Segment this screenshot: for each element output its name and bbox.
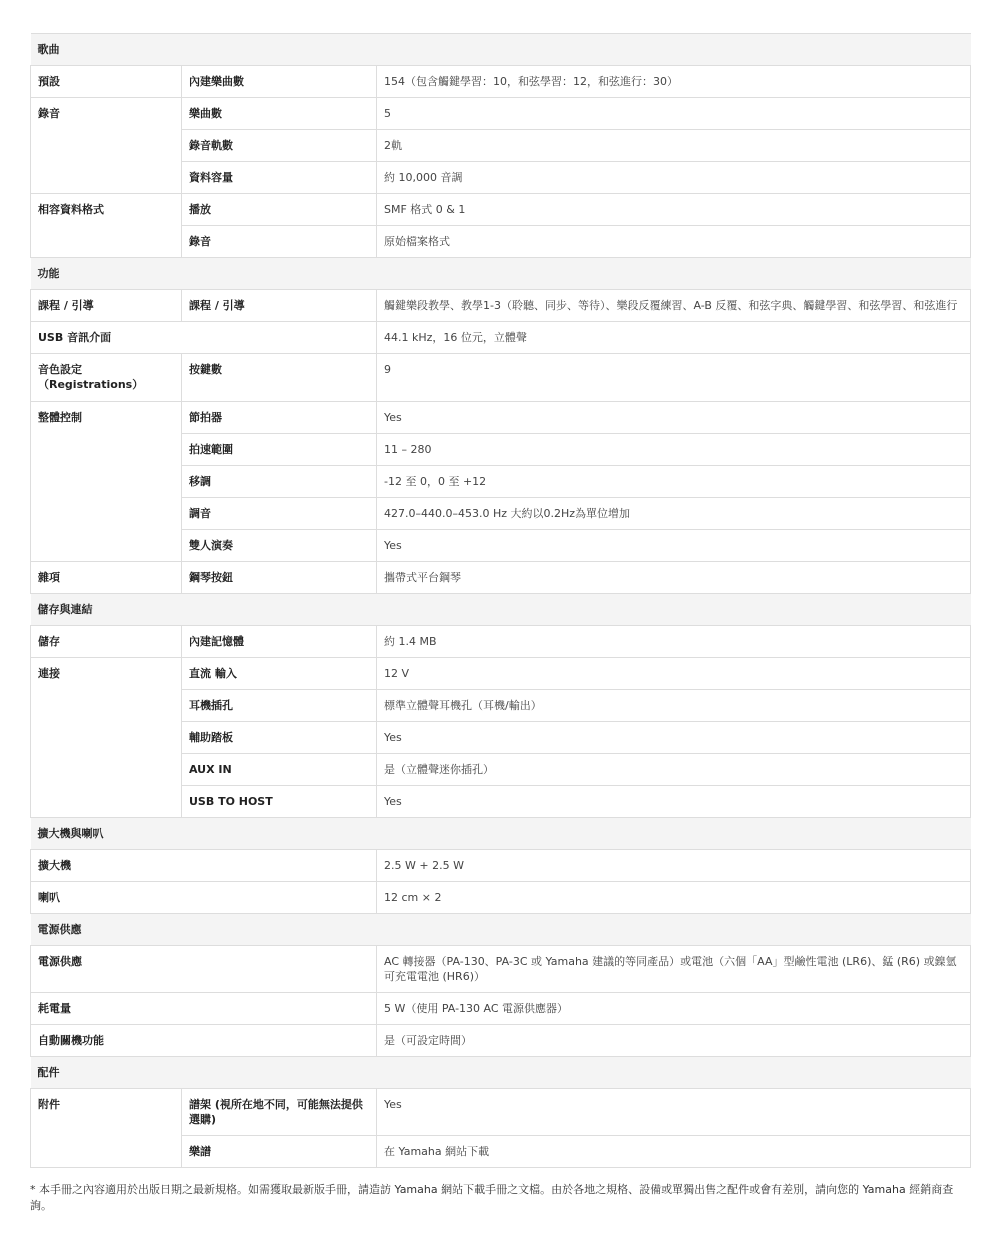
row-label bbox=[31, 226, 182, 258]
row-sublabel: 內建樂曲數 bbox=[182, 66, 377, 98]
table-row bbox=[31, 530, 971, 562]
row-sublabel: USB TO HOST bbox=[182, 786, 377, 818]
row-value: 154（包含觸鍵學習：10，和弦學習：12，和弦進行：30） bbox=[377, 66, 971, 98]
row-value: 原始檔案格式 bbox=[377, 226, 971, 258]
row-value: SMF 格式 0 & 1 bbox=[377, 194, 971, 226]
row-label: 電源供應 bbox=[31, 946, 377, 993]
row-sublabel: 資料容量 bbox=[182, 162, 377, 194]
row-sublabel: 樂譜 bbox=[182, 1136, 377, 1168]
row-sublabel: 內建記憶體 bbox=[182, 626, 377, 658]
row-sublabel: 鋼琴按鈕 bbox=[182, 562, 377, 594]
row-label bbox=[31, 498, 182, 530]
row-value: 9 bbox=[377, 354, 971, 402]
row-sublabel: 樂曲數 bbox=[182, 98, 377, 130]
section-header bbox=[31, 1057, 971, 1089]
table-row bbox=[31, 162, 971, 194]
row-sublabel: 調音 bbox=[182, 498, 377, 530]
row-value: 2.5 W + 2.5 W bbox=[377, 850, 971, 882]
table-row bbox=[31, 722, 971, 754]
row-value: 約 1.4 MB bbox=[377, 626, 971, 658]
row-value: 2軌 bbox=[377, 130, 971, 162]
row-value: Yes bbox=[377, 1089, 971, 1136]
table-row bbox=[31, 626, 971, 658]
table-row bbox=[31, 194, 971, 226]
section-title: 配件 bbox=[31, 1057, 971, 1089]
table-row bbox=[31, 434, 971, 466]
row-sublabel: 按鍵數 bbox=[182, 354, 377, 402]
row-value: 12 cm × 2 bbox=[377, 882, 971, 914]
section-title: 儲存與連結 bbox=[31, 594, 971, 626]
row-value: 在 Yamaha 網站下載 bbox=[377, 1136, 971, 1168]
row-label bbox=[31, 466, 182, 498]
row-value: Yes bbox=[377, 722, 971, 754]
table-row bbox=[31, 1136, 971, 1168]
row-value: -12 至 0，0 至 +12 bbox=[377, 466, 971, 498]
row-value: 攜帶式平台鋼琴 bbox=[377, 562, 971, 594]
row-value: Yes bbox=[377, 786, 971, 818]
row-label: 音色設定 （Registrations） bbox=[31, 354, 182, 402]
row-value: 44.1 kHz，16 位元，立體聲 bbox=[377, 322, 971, 354]
row-label: 預設 bbox=[31, 66, 182, 98]
table-row bbox=[31, 66, 971, 98]
row-sublabel: 直流 輸入 bbox=[182, 658, 377, 690]
row-sublabel: 播放 bbox=[182, 194, 377, 226]
row-label: 錄音 bbox=[31, 98, 182, 130]
row-label: 擴大機 bbox=[31, 850, 377, 882]
row-label: USB 音訊介面 bbox=[31, 322, 377, 354]
row-value: 11 – 280 bbox=[377, 434, 971, 466]
row-value: AC 轉接器（PA-130、PA-3C 或 Yamaha 建議的等同產品）或電池（六個「AA」型鹼性電池 (LR6)、錳 (R6) 或鎳氫可充電電池 (HR6)） bbox=[377, 946, 971, 993]
table-row bbox=[31, 354, 971, 402]
row-label bbox=[31, 434, 182, 466]
section-title: 歌曲 bbox=[31, 34, 971, 66]
section-header bbox=[31, 594, 971, 626]
table-row bbox=[31, 850, 971, 882]
row-label: 耗電量 bbox=[31, 993, 377, 1025]
table-row bbox=[31, 882, 971, 914]
table-row bbox=[31, 466, 971, 498]
table-row bbox=[31, 226, 971, 258]
row-sublabel: 雙人演奏 bbox=[182, 530, 377, 562]
table-row bbox=[31, 562, 971, 594]
table-row bbox=[31, 946, 971, 993]
table-row bbox=[31, 322, 971, 354]
section-header bbox=[31, 258, 971, 290]
row-label: 附件 bbox=[31, 1089, 182, 1136]
table-row bbox=[31, 290, 971, 322]
row-sublabel: 移調 bbox=[182, 466, 377, 498]
row-label: 自動關機功能 bbox=[31, 1025, 377, 1057]
row-label: 課程 / 引導 bbox=[31, 290, 182, 322]
row-value: 5 W（使用 PA-130 AC 電源供應器） bbox=[377, 993, 971, 1025]
row-label bbox=[31, 690, 182, 722]
row-label bbox=[31, 1136, 182, 1168]
row-sublabel: 錄音 bbox=[182, 226, 377, 258]
section-header bbox=[31, 34, 971, 66]
table-row bbox=[31, 402, 971, 434]
section-title: 電源供應 bbox=[31, 914, 971, 946]
section-title: 功能 bbox=[31, 258, 971, 290]
table-row bbox=[31, 98, 971, 130]
section-title: 擴大機與喇叭 bbox=[31, 818, 971, 850]
table-row bbox=[31, 658, 971, 690]
table-row bbox=[31, 690, 971, 722]
footnote: * 本手冊之內容適用於出版日期之最新規格。如需獲取最新版手冊，請造訪 Yamaha 網站下載手冊之文檔。由於各地之規格、設備或單獨出售之配件或會有差別，請向您的 Yamaha 經銷商查詢。 bbox=[30, 1183, 954, 1212]
table-row bbox=[31, 1089, 971, 1136]
row-label: 連接 bbox=[31, 658, 182, 690]
row-value: 約 10,000 音調 bbox=[377, 162, 971, 194]
row-value: Yes bbox=[377, 402, 971, 434]
row-label bbox=[31, 754, 182, 786]
row-value: 5 bbox=[377, 98, 971, 130]
row-sublabel: 譜架 (視所在地不同，可能無法提供選購) bbox=[182, 1089, 377, 1136]
row-label: 雜項 bbox=[31, 562, 182, 594]
row-sublabel: 節拍器 bbox=[182, 402, 377, 434]
row-value: 標準立體聲耳機孔（耳機/輸出） bbox=[377, 690, 971, 722]
row-value: 是（立體聲迷你插孔） bbox=[377, 754, 971, 786]
row-label: 喇叭 bbox=[31, 882, 377, 914]
spec-table bbox=[30, 33, 971, 1168]
row-value: 觸鍵樂段教學、教學1-3（聆聽、同步、等待）、樂段反覆練習、A-B 反覆、和弦字典、觸鍵學習、和弦學習、和弦進行 bbox=[377, 290, 971, 322]
table-row bbox=[31, 130, 971, 162]
row-label: 儲存 bbox=[31, 626, 182, 658]
row-label bbox=[31, 162, 182, 194]
row-label bbox=[31, 786, 182, 818]
row-label bbox=[31, 130, 182, 162]
row-value: Yes bbox=[377, 530, 971, 562]
table-row bbox=[31, 1025, 971, 1057]
table-row bbox=[31, 498, 971, 530]
row-value: 12 V bbox=[377, 658, 971, 690]
row-label bbox=[31, 722, 182, 754]
row-sublabel: AUX IN bbox=[182, 754, 377, 786]
table-row bbox=[31, 993, 971, 1025]
row-label: 相容資料格式 bbox=[31, 194, 182, 226]
table-row bbox=[31, 754, 971, 786]
row-value: 427.0–440.0–453.0 Hz 大約以0.2Hz為單位增加 bbox=[377, 498, 971, 530]
row-value: 是（可設定時間） bbox=[377, 1025, 971, 1057]
row-sublabel: 耳機插孔 bbox=[182, 690, 377, 722]
row-label: 整體控制 bbox=[31, 402, 182, 434]
row-sublabel: 拍速範圍 bbox=[182, 434, 377, 466]
section-header bbox=[31, 914, 971, 946]
row-label bbox=[31, 530, 182, 562]
row-sublabel: 課程 / 引導 bbox=[182, 290, 377, 322]
row-sublabel: 錄音軌數 bbox=[182, 130, 377, 162]
section-header bbox=[31, 818, 971, 850]
table-row bbox=[31, 786, 971, 818]
row-sublabel: 輔助踏板 bbox=[182, 722, 377, 754]
